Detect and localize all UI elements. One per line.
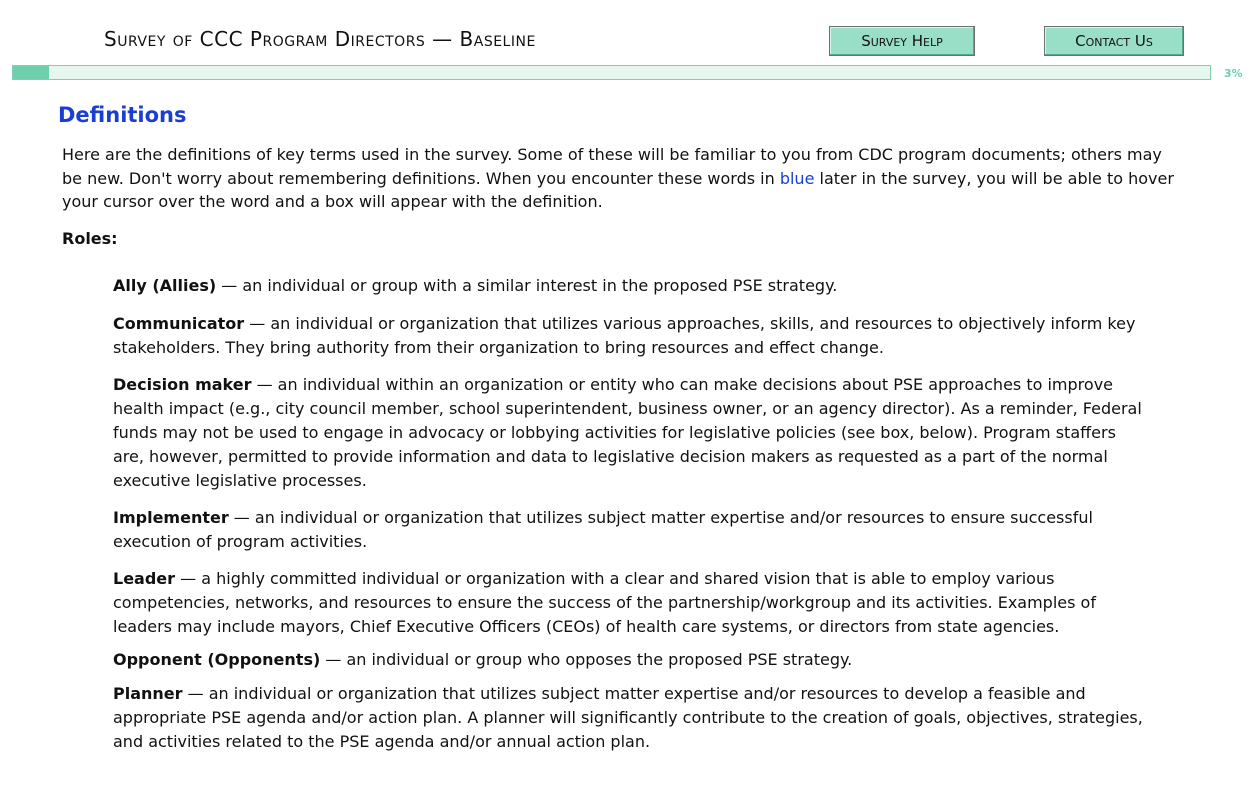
roles-label: Roles: [62,229,118,248]
definition-item [113,373,1143,493]
contact-us-button[interactable]: Contact Us [1044,26,1184,56]
definition-text: — an individual or group who opposes the proposed PSE strategy. [320,650,853,669]
progress-fill [13,66,49,79]
definition-item [113,506,1143,554]
definition-term: Ally (Allies) [113,276,217,295]
definition-item [113,567,1143,639]
definition-term: Communicator [113,314,245,333]
progress-label: 3% [1224,67,1243,80]
definition-text: — an individual or group with a similar interest in the proposed PSE strategy. [216,276,838,295]
survey-help-button[interactable]: Survey Help [829,26,975,56]
definition-item [113,274,1143,298]
definition-term: Opponent (Opponents) [113,650,321,669]
section-heading: Definitions [58,103,187,127]
definition-item [113,682,1143,754]
definition-text: — a highly committed individual or organization with a clear and shared vision that is able to employ various competencies, networks, and resources to ensure the success of the partnership/workgroup and its activities. Examples of leaders may include mayors, Chief Executive Officers (CEOs) of health care systems, or directors from state agencies. [113,569,1096,636]
definition-text: — an individual or organization that utilizes subject matter expertise and/or resources to ensure successful execution of program activities. [113,508,1093,551]
intro-text-2: later in the survey, you will be able to hover your cursor over the word and a box will appear with the definition. [62,168,1174,211]
blue-example-word: blue [779,168,815,188]
intro-text-1: Here are the definitions of key terms used in the survey. Some of these will be familiar to you from CDC program documents; others may be new. Don't worry about remembering definitions. When you encounter these words in [62,145,1162,188]
definition-text: — an individual within an organization or entity who can make decisions about PSE approaches to improve health impact (e.g., city council member, school superintendent, business owner, or an agency director). As a reminder, Federal funds may not be used to engage in advocacy or lobbying activities for legislative policies (see box, below). Program staffers are, however, permitted to provide information and data to legislative decision makers as requested as a part of the normal executive legislative processes. [113,375,1142,490]
definition-item [113,648,1143,672]
progress-bar [12,65,1211,80]
definition-term: Decision maker [113,375,252,394]
definition-item [113,312,1143,360]
definition-term: Leader [113,569,176,588]
survey-title: Survey of CCC Program Directors — Baseline [104,27,536,51]
definition-text: — an individual or organization that utilizes various approaches, skills, and resources to objectively inform key stakeholders. They bring authority from their organization to bring resources and effect change. [113,314,1136,357]
definition-term: Planner [113,684,183,703]
definitions-list [113,274,1143,754]
intro-paragraph [62,143,1182,214]
definition-text: — an individual or organization that utilizes subject matter expertise and/or resources to develop a feasible and appropriate PSE agenda and/or action plan. A planner will significantly contribute to the creation of goals, objectives, strategies, and activities related to the PSE agenda and/or annual action plan. [113,684,1143,751]
definition-term: Implementer [113,508,229,527]
